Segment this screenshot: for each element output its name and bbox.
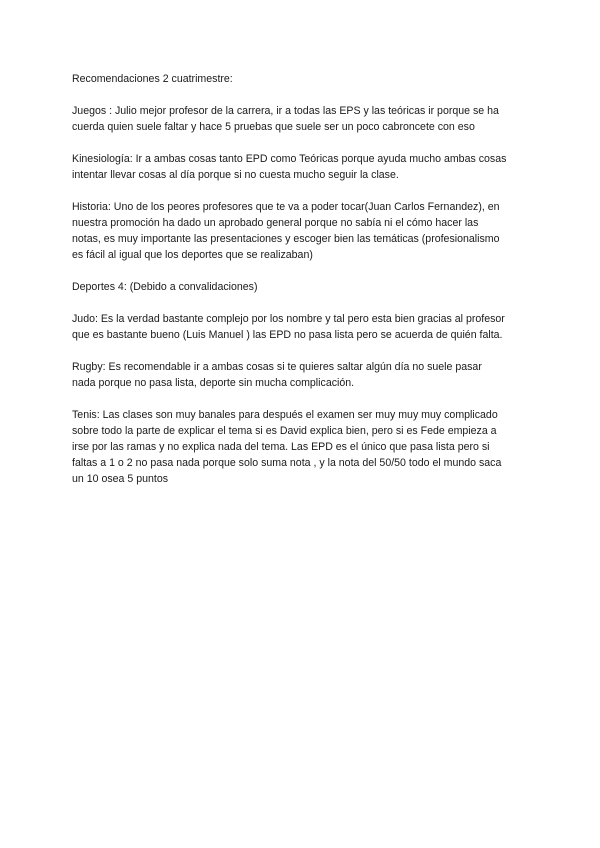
paragraph-line: sobre todo la parte de explicar el tema si es David explica bien, pero si es Fede empieza a xyxy=(72,425,497,437)
paragraph-rugby xyxy=(72,359,534,391)
paragraph-line: Judo: Es la verdad bastante complejo por los nombre y tal pero esta bien gracias al profesor xyxy=(72,313,505,325)
paragraph-juegos xyxy=(72,103,534,135)
paragraph-historia xyxy=(72,199,534,263)
paragraph-kinesiologia xyxy=(72,151,534,183)
paragraph-tenis xyxy=(72,407,534,487)
paragraph-line: Historia: Uno de los peores profesores que te va a poder tocar(Juan Carlos Fernandez), en xyxy=(72,201,500,213)
paragraph-line: Deportes 4: (Debido a convalidaciones) xyxy=(72,281,258,293)
paragraph-line: Kinesiología: Ir a ambas cosas tanto EPD como Teóricas porque ayuda mucho ambas cosas xyxy=(72,153,507,165)
document-title xyxy=(72,71,534,87)
paragraph-line: Rugby: Es recomendable ir a ambas cosas si te quieres saltar algún día no suele pasar xyxy=(72,361,482,373)
paragraph-line: que es bastante bueno (Luis Manuel ) las EPD no pasa lista pero se acuerda de quién falta. xyxy=(72,329,503,341)
document-body xyxy=(72,71,534,503)
paragraph-deportes xyxy=(72,279,534,295)
paragraph-line: un 10 osea 5 puntos xyxy=(72,473,169,485)
paragraph-line: cuerda quien suele faltar y hace 5 pruebas que suele ser un poco cabroncete con eso xyxy=(72,121,475,133)
paragraph-line: Juegos : Julio mejor profesor de la carrera, ir a todas las EPS y las teóricas ir porque se ha xyxy=(72,105,499,117)
paragraph-line: faltas a 1 o 2 no pasa nada porque solo suma nota , y la nota del 50/50 todo el mundo saca xyxy=(72,457,502,469)
paragraph-judo xyxy=(72,311,534,343)
title-line: Recomendaciones 2 cuatrimestre: xyxy=(72,73,233,85)
paragraph-line: nada porque no pasa lista, deporte sin mucha complicación. xyxy=(72,377,355,389)
paragraph-line: notas, es muy importante las presentaciones y escoger bien las temáticas (profesionalismo xyxy=(72,233,500,245)
paragraph-line: es fácil al igual que los deportes que se realizaban) xyxy=(72,249,313,261)
paragraph-line: intentar llevar cosas al día porque si no cuesta mucho seguir la clase. xyxy=(72,169,399,181)
paragraph-line: irse por las ramas y no explica nada del tema. Las EPD es el único que pasa lista pero si xyxy=(72,441,490,453)
paragraph-line: Tenis: Las clases son muy banales para después el examen ser muy muy muy complicado xyxy=(72,409,498,421)
paragraph-line: nuestra promoción ha dado un aprobado general porque no sabía ni el cómo hacer las xyxy=(72,217,479,229)
